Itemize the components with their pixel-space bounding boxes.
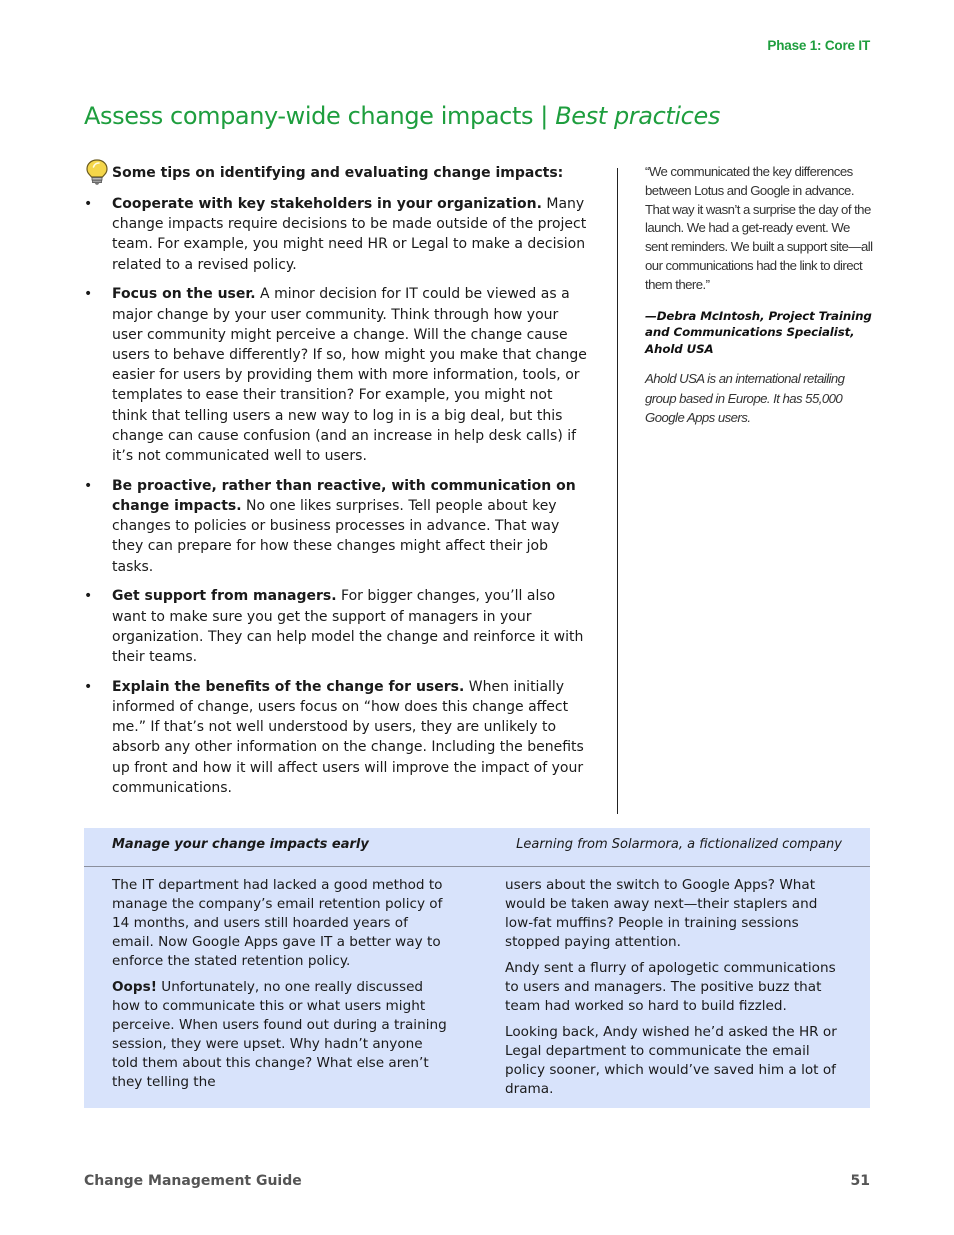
story-title: Manage your change impacts early	[112, 837, 369, 852]
tip-heading: Be proactive, rather than reactive, with communication on change impacts.	[112, 477, 576, 515]
tips-list	[84, 194, 590, 798]
company-note: Ahold USA is an international retailing group based in Europe. It has 55,000 Google Apps users.	[645, 371, 845, 425]
story-box	[84, 828, 870, 1108]
story-column-right	[505, 876, 849, 1106]
quote-text: “We communicated the key differences between Lotus and Google in advance. That way it wasn’t a surprise the day of the launch. We had a get-ready event. We sent reminders. We built a support site—all our communications had the link to direct them there.”	[645, 164, 873, 292]
story-header	[84, 828, 870, 867]
story-paragraph: Looking back, Andy wished he’d asked the HR or Legal department to communicate the email policy sooner, which would’ve saved him a lot of drama.	[505, 1024, 837, 1097]
tip-text: For bigger changes, you’ll also want to make sure you get the support of managers in your organization. They can help model the change and reinforce it with their teams.	[112, 588, 584, 666]
oops-label: Oops!	[112, 979, 157, 995]
page-number: 51	[850, 1173, 870, 1189]
page-title	[84, 102, 720, 130]
quote-attribution: —Debra McIntosh, Project Training and Communications Specialist, Ahold USA	[645, 308, 872, 356]
phase-label: Phase 1: Core IT	[767, 38, 870, 53]
bullet-icon: •	[84, 196, 93, 212]
story-paragraph: The IT department had lacked a good method to manage the company’s email retention policy of 14 months, and users still hoarded years of email. Now Google Apps gave IT a better way to enforce the stated retention policy.	[112, 877, 443, 969]
title-main: Assess company-wide change impacts |	[84, 102, 556, 130]
lightbulb-icon	[84, 158, 110, 186]
tip-heading: Get support from managers.	[112, 588, 337, 605]
bullet-icon: •	[84, 678, 93, 695]
story-paragraph	[112, 978, 452, 1092]
tip-item	[84, 586, 590, 667]
story-column-left	[112, 876, 452, 1099]
title-subtitle: Best practices	[555, 102, 720, 130]
story-paragraph: Andy sent a flurry of apologetic communications to users and managers. The positive buzz that team had worked so hard to build fizzled.	[505, 960, 836, 1014]
story-paragraph: users about the switch to Google Apps? What would be taken away next—their staplers and low-fat muffins? People in training sessions stopped paying attention.	[505, 877, 818, 950]
bullet-icon: •	[84, 588, 93, 605]
tips-section	[84, 158, 590, 808]
bullet-icon: •	[84, 477, 93, 494]
tip-text: No one likes surprises. Tell people about key changes to policies or business processes in advance. That way they can prepare for how these changes might affect their job tasks.	[112, 498, 560, 575]
tip-heading: Focus on the user.	[112, 286, 256, 303]
tip-text: Many change impacts require decisions to be made outside of the project team. For example, you might need HR or Legal to make a decision related to a revised policy.	[112, 196, 587, 273]
tip-text: When initially informed of change, users focus on “how does this change affect me.” If that’s not well understood by users, they are unlikely to absorb any other information on the change. Including the benefits up front and how it will affect users will improve the impact of your communications.	[112, 678, 584, 796]
story-text: Unfortunately, no one really discussed how to communicate this or what users might perceive. When users found out during a training session, they were upset. Why hadn’t anyone told them about this change? What else aren’t they telling the	[112, 979, 447, 1090]
tip-item	[84, 194, 590, 275]
tip-item	[84, 476, 590, 577]
sidebar-quote	[645, 163, 873, 427]
tip-item	[84, 284, 590, 466]
column-divider	[617, 168, 618, 814]
tip-heading: Explain the benefits of the change for users.	[112, 678, 465, 695]
tip-heading: Cooperate with key stakeholders in your organization.	[112, 196, 542, 212]
tips-intro-text: Some tips on identifying and evaluating change impacts:	[112, 165, 564, 181]
tip-item	[84, 677, 590, 798]
footer-guide-title: Change Management Guide	[84, 1173, 302, 1189]
tip-text: A minor decision for IT could be viewed as a major change by your user community. Think through how your user community might perceive a change. Will the change cause users to behave differently? If so, how might you make that change easier for users by providing them with more information, tools, or templates to ease their transition? For example, you might not think that telling users a new way to log in is a big deal, but this change can cause confusion (and an increase in help desk calls) if it’s not communicated well to users.	[112, 286, 587, 465]
tips-intro	[84, 158, 590, 186]
story-source: Learning from Solarmora, a fictionalized company	[516, 837, 842, 852]
bullet-icon: •	[84, 286, 93, 303]
